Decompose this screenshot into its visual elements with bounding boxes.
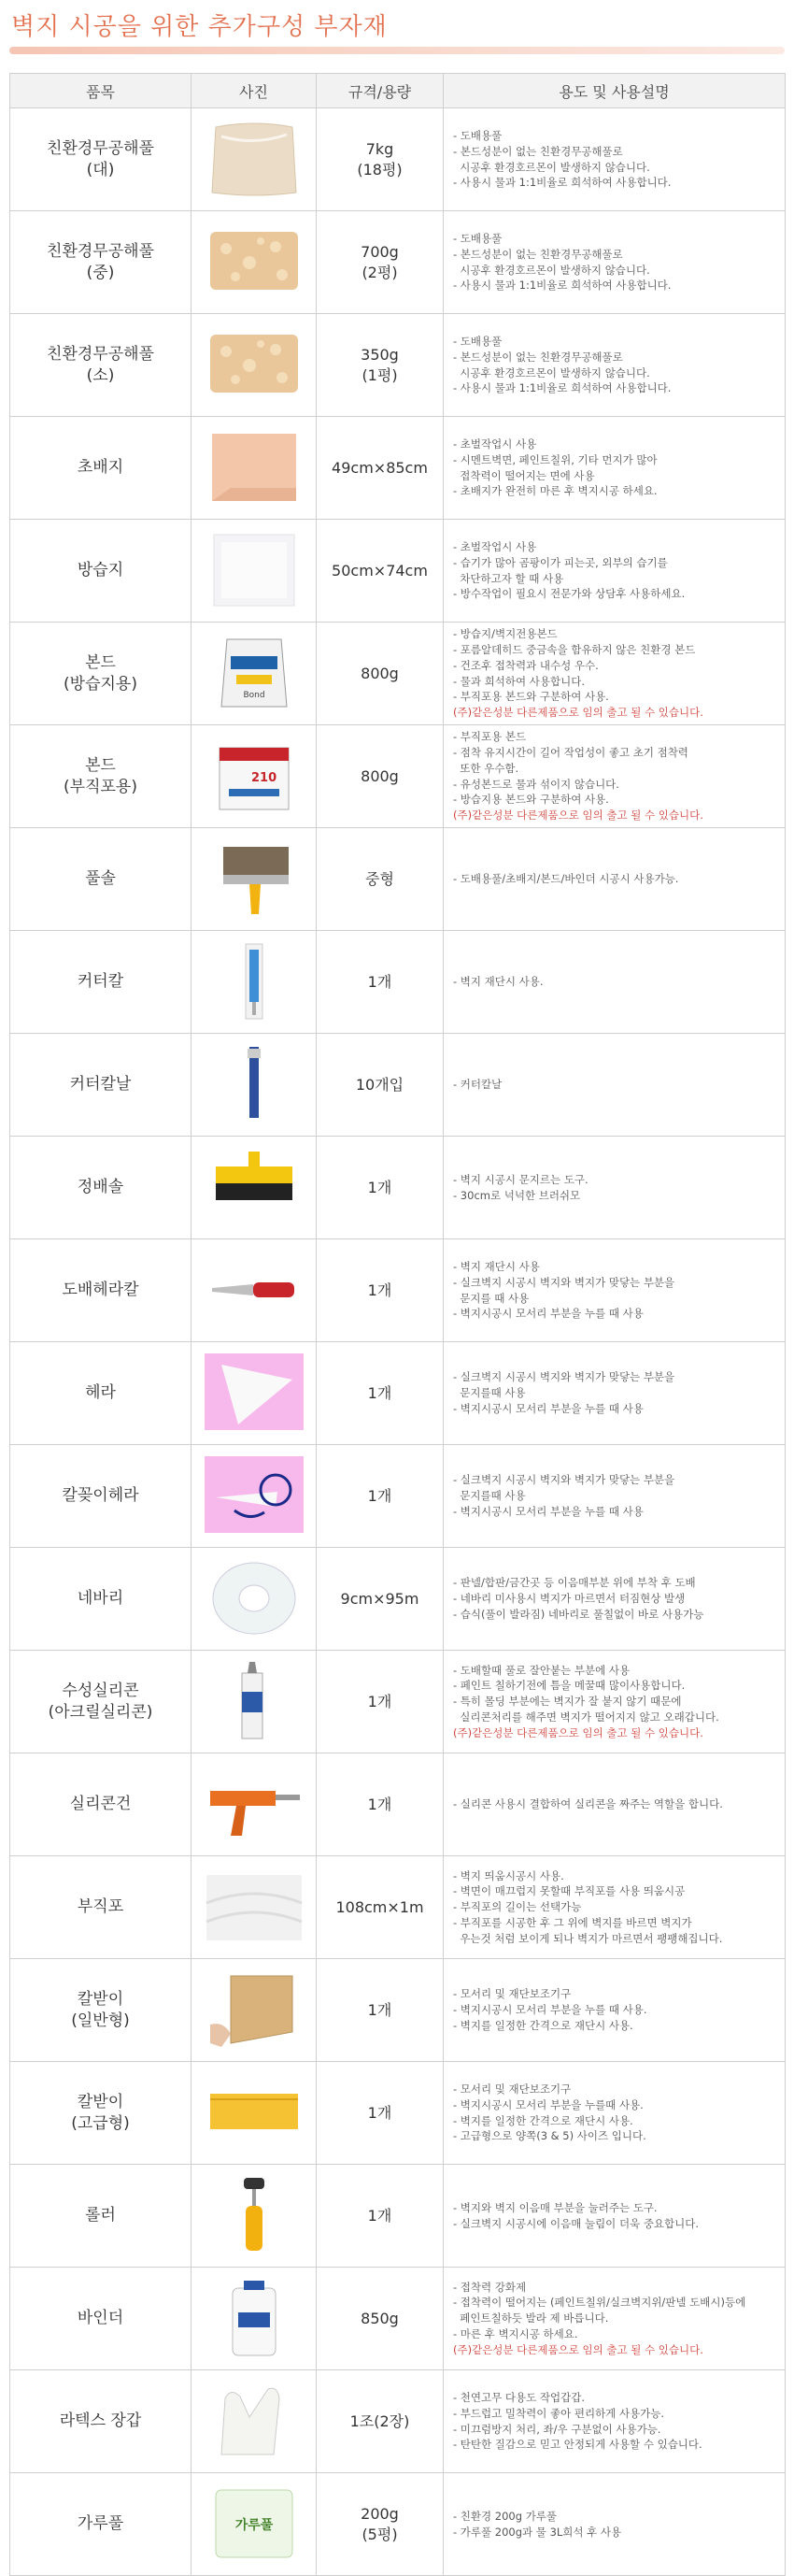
- item-name: 부직포: [10, 1856, 191, 1959]
- description-line: 페인트칠하듯 발라 제 바릅니다.: [453, 2311, 609, 2326]
- description-line: - 벽지 재단시 사용.: [453, 975, 544, 989]
- item-description: [444, 211, 786, 314]
- table-row: [10, 2370, 786, 2473]
- item-name: 방습지: [10, 520, 191, 623]
- binder-bottle-icon: [200, 2277, 308, 2361]
- item-description: [444, 2062, 786, 2165]
- table-row: [10, 1651, 786, 1753]
- description-line: - 시멘트벽면, 페인트칠위, 기타 먼지가 많아: [453, 452, 658, 466]
- item-photo: [191, 1137, 317, 1239]
- smoothing-brush-icon: [200, 1146, 308, 1230]
- table-row: [10, 417, 786, 520]
- caulking-gun-icon: [200, 1763, 308, 1847]
- description-line: 우는것 처럼 보이게 되나 벽지가 마르면서 팽팽해집니다.: [453, 1931, 723, 1945]
- item-photo: [191, 314, 317, 417]
- item-photo: [191, 2165, 317, 2268]
- header-item: 품목: [10, 74, 191, 108]
- table-row: [10, 1856, 786, 1959]
- item-spec: 1개: [317, 1342, 444, 1445]
- description-line: - 벽지시공시 모서리 부분을 누를 때 사용.: [453, 2003, 647, 2017]
- premium-cutting-guide-icon: [200, 2071, 308, 2155]
- description-line: - 벽지를 일정한 간격으로 재단시 사용.: [453, 2018, 633, 2032]
- item-description: [444, 1239, 786, 1342]
- item-description: [444, 417, 786, 520]
- bond-bag-icon: [200, 632, 308, 716]
- description-line: - 사용시 물과 1:1비율로 희석하여 사용합니다.: [453, 381, 672, 395]
- item-description: [444, 1137, 786, 1239]
- description-line: 시공후 환경호르몬이 발생하지 않습니다.: [453, 263, 650, 277]
- table-row: [10, 2062, 786, 2165]
- item-spec: 1개: [317, 2062, 444, 2165]
- description-line: - 사용시 물과 1:1비율로 희석하여 사용합니다.: [453, 176, 672, 190]
- latex-gloves-icon: [200, 2380, 308, 2464]
- description-line: - 실크벽지 시공시 벽지와 벽지가 맞닿는 부분을: [453, 1473, 675, 1487]
- description-line: 접착력이 떨어지는 면에 사용: [453, 468, 595, 482]
- item-name: 수성실리콘 (아크릴실리콘): [10, 1651, 191, 1753]
- description-line: - 점착 유지시간이 길어 작업성이 좋고 초기 점착력: [453, 746, 688, 760]
- description-line: - 벽지를 일정한 간격으로 재단시 사용.: [453, 2113, 633, 2127]
- item-photo: [191, 1856, 317, 1959]
- description-line: - 건조후 접착력과 내수성 우수.: [453, 658, 599, 672]
- item-name: 친환경무공해풀 (중): [10, 211, 191, 314]
- title-underline: [9, 47, 785, 54]
- substitute-warning: (주)같은성분 다른제품으로 임의 출고 될 수 있습니다.: [453, 808, 703, 822]
- table-row: [10, 623, 786, 725]
- item-photo: [191, 1342, 317, 1445]
- item-photo: [191, 520, 317, 623]
- item-name: 커터칼날: [10, 1034, 191, 1137]
- description-line: - 벽지 띄움시공시 사용.: [453, 1868, 564, 1882]
- description-line: 문지를때 사용: [453, 1386, 526, 1400]
- item-spec: 1개: [317, 1651, 444, 1753]
- paste-flakes-icon: [200, 221, 308, 305]
- item-spec: 200g (5평): [317, 2473, 444, 2576]
- item-description: [444, 108, 786, 211]
- item-description: [444, 1342, 786, 1445]
- description-line: - 사용시 물과 1:1비율로 희석하여 사용합니다.: [453, 279, 672, 293]
- item-name: 가루풀: [10, 2473, 191, 2576]
- item-name: 정배솔: [10, 1137, 191, 1239]
- table-row: [10, 1959, 786, 2062]
- item-spec: 1조(2장): [317, 2370, 444, 2473]
- materials-table: [9, 73, 786, 2576]
- description-line: - 벽면이 매끄럽지 못할때 부직포를 사용 띄움시공: [453, 1884, 686, 1898]
- description-line: - 가루풀 200g과 물 3L희석 후 사용: [453, 2525, 622, 2539]
- table-row: [10, 1239, 786, 1342]
- item-description: [444, 1445, 786, 1548]
- description-line: - 벽지시공시 모서리 부분을 누를 때 사용: [453, 1504, 644, 1518]
- item-description: [444, 2165, 786, 2268]
- item-description: [444, 314, 786, 417]
- item-description: [444, 1856, 786, 1959]
- description-line: - 30cm로 넉넉한 브러쉬모: [453, 1188, 581, 1202]
- paste-bag-icon: [200, 118, 308, 202]
- description-line: - 실크벽지 시공시에 이음매 눌림이 더욱 중요합니다.: [453, 2216, 700, 2230]
- svg-text:210: 210: [250, 770, 276, 785]
- header-description: 용도 및 사용설명: [444, 74, 786, 108]
- item-name: 커터칼: [10, 931, 191, 1034]
- cutting-board-icon: [200, 1968, 308, 2053]
- description-line: - 실크벽지 시공시 벽지와 벽지가 맞닿는 부분을: [453, 1275, 675, 1289]
- description-line: - 부직포용 본드: [453, 730, 527, 744]
- description-line: - 벽지 재단시 사용: [453, 1260, 540, 1274]
- table-row: [10, 931, 786, 1034]
- item-photo: [191, 2062, 317, 2165]
- description-line: - 습식(풀이 발라짐) 네바리로 풀칠없이 바로 사용가능: [453, 1607, 704, 1621]
- header-spec: 규격/용량: [317, 74, 444, 108]
- description-line: - 판넬/합판/금간곳 등 이음매부분 위에 부착 후 도배: [453, 1576, 696, 1590]
- description-line: 실리콘처리를 해주면 벽지가 떨어지지 않고 오래갑니다.: [453, 1710, 719, 1724]
- description-line: - 유성본드로 물과 섞이지 않습니다.: [453, 777, 619, 791]
- description-line: - 벽지시공시 모서리 부분을 누를 때 사용: [453, 1401, 644, 1415]
- table-row: [10, 2165, 786, 2268]
- description-line: - 부직포용 본드와 구분하여 사용.: [453, 690, 609, 704]
- paste-flakes-icon: [200, 323, 308, 408]
- description-line: - 모서리 및 재단보조기구: [453, 1987, 572, 2001]
- item-name: 본드 (부직포용): [10, 725, 191, 828]
- item-spec: 850g: [317, 2268, 444, 2370]
- item-name: 네바리: [10, 1548, 191, 1651]
- item-spec: 800g: [317, 623, 444, 725]
- item-photo: [191, 1239, 317, 1342]
- item-spec: 350g (1평): [317, 314, 444, 417]
- scraper-knife-icon: [200, 1249, 308, 1333]
- description-line: - 물과 희석하여 사용합니다.: [453, 674, 585, 688]
- description-line: - 커터칼날: [453, 1078, 503, 1092]
- powder-paste-bag-icon: [200, 2483, 308, 2567]
- seam-roller-icon: [200, 2174, 308, 2258]
- moisture-paper-icon: [200, 529, 308, 613]
- table-header-row: [10, 74, 786, 108]
- item-description: [444, 2268, 786, 2370]
- description-line: - 본드성분이 없는 친환경무공해풀로: [453, 350, 623, 364]
- item-description: [444, 725, 786, 828]
- item-spec: 1개: [317, 1445, 444, 1548]
- liner-paper-icon: [200, 426, 308, 510]
- description-line: - 초벌작업시 사용: [453, 540, 537, 554]
- item-photo: [191, 211, 317, 314]
- table-row: [10, 108, 786, 211]
- item-photo: [191, 623, 317, 725]
- description-line: - 특히 몰딩 부분에는 벽지가 잘 붙지 않기 때문에: [453, 1695, 682, 1709]
- table-row: [10, 1034, 786, 1137]
- item-spec: 9cm×95m: [317, 1548, 444, 1651]
- description-line: - 천연고무 다용도 작업갑갑.: [453, 2391, 585, 2405]
- item-spec: 7kg (18평): [317, 108, 444, 211]
- description-line: - 탄탄한 질감으로 믿고 안정되게 사용할 수 있습니다.: [453, 2438, 702, 2452]
- description-line: - 도배용풀: [453, 232, 503, 246]
- item-description: [444, 931, 786, 1034]
- item-name: 헤라: [10, 1342, 191, 1445]
- page-title: 벽지 시공을 위한 추가구성 부자재: [11, 13, 388, 41]
- bond-box-icon: [200, 735, 308, 819]
- item-description: [444, 520, 786, 623]
- description-line: 시공후 환경호르몬이 발생하지 않습니다.: [453, 160, 650, 174]
- item-description: [444, 623, 786, 725]
- item-spec: 1개: [317, 1137, 444, 1239]
- item-description: [444, 2473, 786, 2576]
- description-line: 문지를때 사용: [453, 1489, 526, 1503]
- table-row: [10, 1445, 786, 1548]
- item-description: [444, 1651, 786, 1753]
- description-line: 차단하고자 할 때 사용: [453, 571, 564, 585]
- item-photo: [191, 1548, 317, 1651]
- item-name: 초배지: [10, 417, 191, 520]
- description-line: - 마른 후 벽지시공 하세요.: [453, 2326, 578, 2340]
- item-name: 친환경무공해풀 (대): [10, 108, 191, 211]
- description-line: - 방습지용 본드와 구분하여 사용.: [453, 793, 609, 807]
- table-row: [10, 725, 786, 828]
- item-photo: [191, 2370, 317, 2473]
- item-description: [444, 828, 786, 931]
- paste-brush-icon: [200, 837, 308, 922]
- item-description: [444, 1548, 786, 1651]
- item-name: 실리콘건: [10, 1753, 191, 1856]
- description-line: - 모서리 및 재단보조기구: [453, 2082, 572, 2097]
- item-photo: [191, 1651, 317, 1753]
- mesh-tape-roll-icon: [200, 1557, 308, 1641]
- item-photo: [191, 2268, 317, 2370]
- header-photo: 사진: [191, 74, 317, 108]
- knife-holder-spatula-icon: [200, 1454, 308, 1538]
- description-line: 시공후 환경호르몬이 발생하지 않습니다.: [453, 365, 650, 379]
- item-name: 친환경무공해풀 (소): [10, 314, 191, 417]
- item-spec: 1개: [317, 2165, 444, 2268]
- svg-text:Bond: Bond: [242, 690, 265, 700]
- item-name: 본드 (방습지용): [10, 623, 191, 725]
- description-line: - 접착력이 떨어지는 (페인트칠위/실크벽지위/판넬 도배시)등에: [453, 2296, 746, 2310]
- item-spec: 1개: [317, 1753, 444, 1856]
- description-line: - 벽지 시공시 문지르는 도구.: [453, 1172, 588, 1186]
- item-photo: [191, 108, 317, 211]
- item-photo: [191, 725, 317, 828]
- description-line: - 네바리 미사용시 벽지가 마르면서 터짐현상 발생: [453, 1592, 686, 1606]
- description-line: - 부직포의 길이는 선택가능: [453, 1900, 582, 1914]
- item-spec: 50cm×74cm: [317, 520, 444, 623]
- item-name: 도배헤라칼: [10, 1239, 191, 1342]
- description-line: - 방수작업이 필요시 전문가와 상담후 사용하세요.: [453, 587, 686, 601]
- item-name: 롤러: [10, 2165, 191, 2268]
- cutter-blade-icon: [200, 1043, 308, 1127]
- description-line: - 친환경 200g 가루풀: [453, 2509, 558, 2523]
- spatula-icon: [200, 1352, 308, 1436]
- cutter-knife-icon: [200, 940, 308, 1024]
- item-name: 칼꽂이헤라: [10, 1445, 191, 1548]
- description-line: - 미끄럼방지 처리, 좌/우 구분없이 사용가능.: [453, 2422, 661, 2436]
- table-row: [10, 1342, 786, 1445]
- description-line: - 실리콘 사용시 결합하여 실리콘을 짜주는 역할을 합니다.: [453, 1797, 723, 1811]
- description-line: - 도배용풀: [453, 335, 503, 349]
- table-row: [10, 2268, 786, 2370]
- description-line: - 방습지/벽지전용본드: [453, 627, 558, 641]
- item-spec: 1개: [317, 1239, 444, 1342]
- description-line: - 도배용풀/초배지/본드/바인더 시공시 사용가능.: [453, 872, 679, 886]
- table-row: [10, 211, 786, 314]
- item-photo: [191, 1034, 317, 1137]
- item-photo: [191, 1445, 317, 1548]
- table-row: [10, 520, 786, 623]
- item-description: [444, 1959, 786, 2062]
- description-line: - 초벌작업시 사용: [453, 437, 537, 451]
- item-photo: [191, 2473, 317, 2576]
- description-line: - 습기가 많아 곰팡이가 피는곳, 외부의 습기를: [453, 555, 668, 569]
- description-line: - 접착력 강화제: [453, 2280, 527, 2294]
- item-photo: [191, 931, 317, 1034]
- item-spec: 10개입: [317, 1034, 444, 1137]
- description-line: - 벽지시공시 모서리 부분을 누를 때 사용: [453, 1307, 644, 1321]
- description-line: - 실크벽지 시공시 벽지와 벽지가 맞닿는 부분을: [453, 1370, 675, 1384]
- item-spec: 700g (2평): [317, 211, 444, 314]
- item-name: 칼받이 (일반형): [10, 1959, 191, 2062]
- description-line: - 본드성분이 없는 친환경무공해풀로: [453, 144, 623, 158]
- description-line: - 벽지시공시 모서리 부분을 누를때 사용.: [453, 2097, 644, 2111]
- description-line: - 고급형으로 양쪽(3 & 5) 사이즈 입니다.: [453, 2129, 646, 2143]
- description-line: - 부드럽고 밀착력이 좋아 편리하게 사용가능.: [453, 2406, 665, 2420]
- description-line: 또한 우수함.: [453, 761, 519, 775]
- item-spec: 1개: [317, 931, 444, 1034]
- table-row: [10, 828, 786, 931]
- substitute-warning: (주)같은성분 다른제품으로 임의 출고 될 수 있습니다.: [453, 705, 703, 719]
- substitute-warning: (주)같은성분 다른제품으로 임의 출고 될 수 있습니다.: [453, 1725, 703, 1739]
- description-line: - 벽지와 벽지 이음매 부분을 눌러주는 도구.: [453, 2200, 658, 2214]
- item-spec: 108cm×1m: [317, 1856, 444, 1959]
- item-description: [444, 1753, 786, 1856]
- table-row: [10, 1137, 786, 1239]
- item-description: [444, 1034, 786, 1137]
- item-name: 바인더: [10, 2268, 191, 2370]
- description-line: 문지를 때 사용: [453, 1291, 530, 1305]
- item-name: 풀솔: [10, 828, 191, 931]
- item-photo: [191, 1959, 317, 2062]
- item-spec: 800g: [317, 725, 444, 828]
- table-row: [10, 1753, 786, 1856]
- description-line: - 본드성분이 없는 친환경무공해풀로: [453, 247, 623, 261]
- description-line: - 부직포를 시공한 후 그 위에 벽지를 바르면 벽지가: [453, 1915, 692, 1929]
- svg-text:가루풀: 가루풀: [234, 2517, 273, 2533]
- item-spec: 49cm×85cm: [317, 417, 444, 520]
- silicone-tube-icon: [200, 1660, 308, 1744]
- description-line: - 초배지가 완전히 마른 후 벽지시공 하세요.: [453, 484, 658, 498]
- item-photo: [191, 417, 317, 520]
- substitute-warning: (주)같은성분 다른제품으로 임의 출고 될 수 있습니다.: [453, 2342, 703, 2356]
- table-row: [10, 2473, 786, 2576]
- nonwoven-fabric-icon: [200, 1866, 308, 1950]
- description-line: - 포름알데히드 중금속을 함유하지 않은 친환경 본드: [453, 643, 696, 657]
- description-line: - 도배용풀: [453, 129, 503, 143]
- table-row: [10, 314, 786, 417]
- table-row: [10, 1548, 786, 1651]
- item-photo: [191, 828, 317, 931]
- item-photo: [191, 1753, 317, 1856]
- item-name: 칼받이 (고급형): [10, 2062, 191, 2165]
- item-spec: 1개: [317, 1959, 444, 2062]
- item-name: 라텍스 장갑: [10, 2370, 191, 2473]
- item-description: [444, 2370, 786, 2473]
- description-line: - 페인트 칠하기전에 틈을 메꿀때 많이사용합니다.: [453, 1679, 686, 1693]
- description-line: - 도배할때 풀로 잘안붙는 부분에 사용: [453, 1663, 631, 1677]
- item-spec: 중형: [317, 828, 444, 931]
